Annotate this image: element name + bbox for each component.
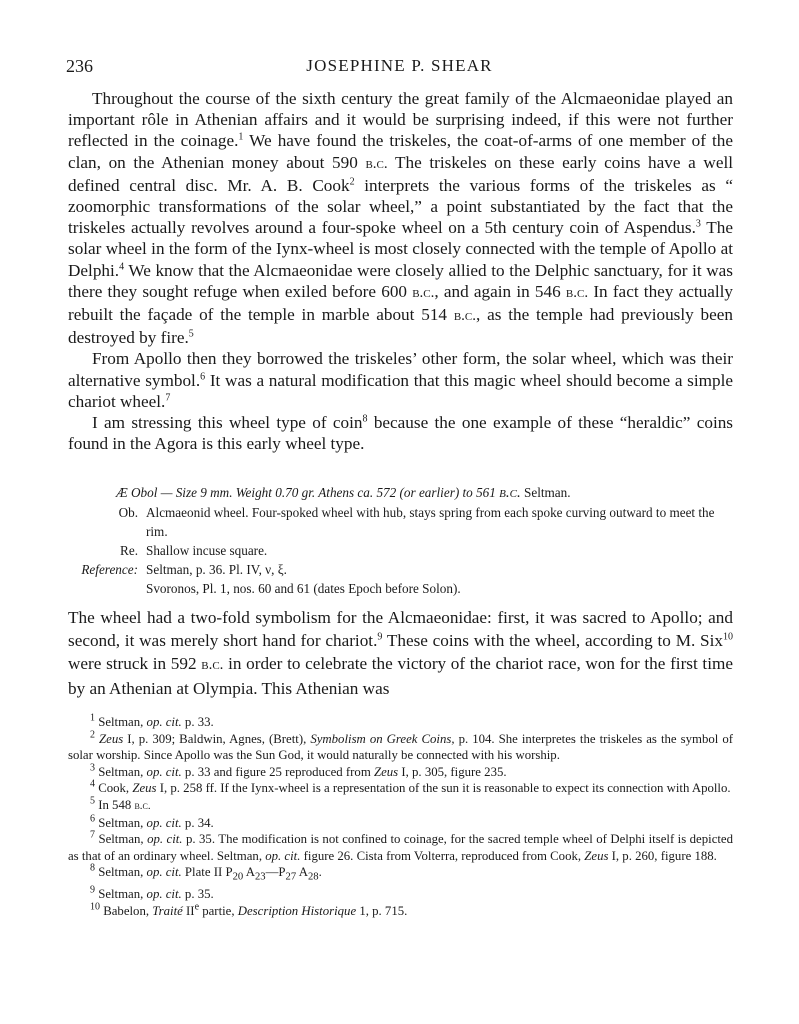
paragraph-3: I am stressing this wheel type of coin$^8$ because the one example of these “heraldic” coins found in the Agora is this early wheel type. (68, 413, 733, 454)
footnote-ref: 7 (165, 392, 171, 404)
footnote-ref: 2 (349, 176, 355, 188)
running-head: JOSEPHINE P. SHEAR (306, 56, 493, 75)
body-text (68, 88, 733, 454)
paragraph-2: From Apollo then they borrowed the triskeles’ other form, the solar wheel, which was their alternative symbol.$^6$ It was a natural modification that this magic wheel should become a simple chariot wheel.$^7$ (68, 349, 733, 411)
footnote-9: $^9$ Seltman, op. cit. p. 35. (90, 885, 214, 902)
coin-obverse: Ob. Alcmaeonid wheel. Four-spoked wheel with hub, stays spring from each spoke curving outward to meet the rim. (118, 505, 715, 539)
footnote-ref: 9 (377, 631, 383, 643)
paragraph-1: Throughout the course of the sixth century the great family of the Alcmaeonidae played an important rôle in Athenian affairs and it would be surprising indeed, if this were not further reflected in the coinage.$^1$ We have found the triskeles, the coat-of-arms of one member of the clan, on the Athenian money about 590 b.c. The triskeles on these early coins have a well defined central disc. Mr. A. B. Cook$^2$ interprets the various forms of the triskeles as “ zoomorphic transformations of the solar wheel,” a point substantiated by the fact that the triskeles actually revolves around a four-spoke wheel on a 5th century coin of Aspendus.$^3$ The solar wheel in the form of the Iynx-wheel is most closely connected with the temple of Apollo at Delphi.$^4$ We know that the Alcmaeonidae were closely allied to the Delphic sanctuary, for it was there they sought refuge when exiled before 600 b.c., and again in 546 b.c. In fact they actually rebuilt the façade of the temple in marble about 514 b.c., as the temple had previously been destroyed by fire.$^5$ (68, 89, 733, 348)
footnote-ref: 5 (188, 328, 194, 340)
footnote-ref: 8 (362, 413, 368, 425)
footnote-5: $^5$ In 548 b.c. (90, 795, 151, 812)
footnote-3: $^3$ Seltman, op. cit. p. 33 and figure 25 reproduced from Zeus I, p. 305, figure 235. (90, 762, 507, 779)
page-header (66, 56, 733, 80)
footnote-ref: 4 (119, 260, 125, 272)
footnote-ref: 6 (200, 370, 206, 382)
footnote-ref: 3 (695, 218, 701, 230)
footnote-2: $^2$ Zeus I, p. 309; Baldwin, Agnes, (Brett), Symbolism on Greek Coins, p. 104. She interpretes the triskeles as the symbol of solar worship. Since Apollo was the Sun God, it would naturally be connected with his worship. (68, 729, 733, 763)
footnote-ref: 1 (238, 131, 244, 143)
coin-heading: Æ Obol — Size 9 mm. Weight 0.70 gr. Athens ca. 572 (or earlier) to 561 b.c. Seltman. (116, 485, 571, 501)
coin-reverse: Re. Shallow incuse square. (120, 543, 268, 558)
continuation-text (68, 606, 733, 700)
footnote-ref: 10 (722, 631, 733, 643)
paragraph-4: The wheel had a two-fold symbolism for the Alcmaeonidae: first, it was sacred to Apollo; and second, it was merely short hand for chariot.$^9$ These coins with the wheel, according to M. Six$^{10}$ were struck in 592 b.c. in order to celebrate the victory of the chariot race, won for the first time by an Athenian at Olympia. This Athenian was (68, 608, 733, 698)
coin-catalog-entry (68, 483, 733, 598)
footnote-7: $^7$ Seltman, op. cit. p. 35. The modification is not confined to coinage, for the sacred temple wheel of Delphi itself is depicted as that of an ordinary wheel. Seltman, op. cit. figure 26. Cista from Volterra, reproduced from Cook, Zeus I, p. 260, figure 188. (68, 829, 734, 863)
footnote-1: $^1$ Seltman, op. cit. p. 33. (90, 712, 214, 729)
page-number: 236 (66, 56, 93, 76)
footnote-8: $^8$ Seltman, op. cit. Plate II $P_{20}$ $A_{23}—P_{27}$ $A_{28}$. (90, 863, 322, 883)
footnote-4: $^4$ Cook, Zeus I, p. 258 ff. If the Iynx-wheel is a representation of the sun it is reasonable to expect its connection with Apollo. (90, 779, 731, 796)
footnote-10: $^{10}$ Babelon, Traité IIe partie, Description Historique 1, p. 715. (90, 901, 408, 919)
footnotes (68, 714, 733, 920)
footnote-6: $^6$ Seltman, op. cit. p. 34. (90, 813, 214, 830)
coin-reference: Reference: Seltman, p. 36. Pl. IV, ν, ξ. Svoronos, Pl. 1, nos. 60 and 61 (dates Epoch before Solon). (81, 562, 461, 596)
